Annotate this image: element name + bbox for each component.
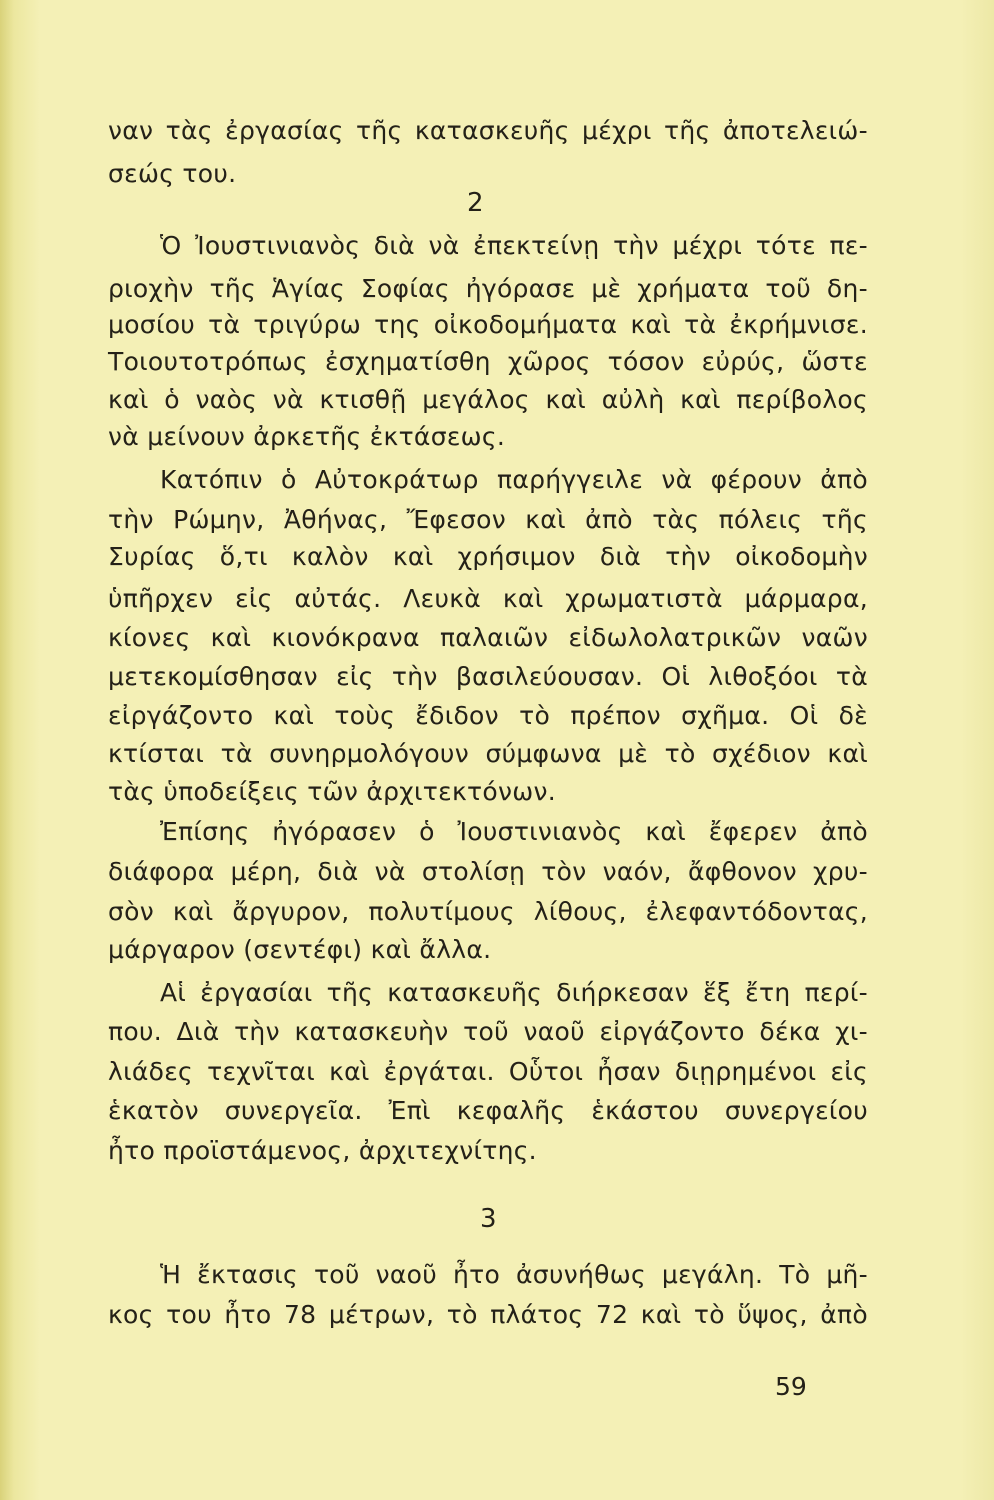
text-line-13: κίονες καὶ κιονόκρανα παλαιῶν εἰδωλολατρικῶν ναῶν [108, 623, 868, 652]
text-line-7: καὶ ὁ ναὸς νὰ κτισθῇ μεγάλος καὶ αὐλὴ καὶ περίβολος [108, 385, 868, 414]
text-line-11: Συρίας ὅ,τι καλὸν καὶ χρήσιμον διὰ τὴν οἰκοδομὴν [108, 542, 868, 571]
text-line-17: τὰς ὑποδείξεις τῶν ἀρχιτεκτόνων. [108, 777, 556, 806]
text-line-1: ναν τὰς ἐργασίας τῆς κατασκευῆς μέχρι τῆς ἀποτελειώ- [108, 116, 868, 145]
text-line-25: ἑκατὸν συνεργεῖα. Ἐπὶ κεφαλῆς ἑκάστου συνεργείου [108, 1096, 868, 1125]
text-line-5: μοσίου τὰ τριγύρω της οἰκοδομήματα καὶ τὰ ἐκρήμνισε. [108, 310, 868, 339]
text-line-27: Ἡ ἔκτασις τοῦ ναοῦ ἦτο ἀσυνήθως μεγάλη. Τὸ μῆ- [160, 1260, 868, 1289]
text-line-26: ἦτο προϊστάμενος, ἀρχιτεχνίτης. [108, 1136, 537, 1165]
text-line-21: μάργαρον (σεντέφι) καὶ ἄλλα. [108, 935, 492, 964]
text-line-2: σεώς του. [108, 159, 237, 188]
text-line-24: λιάδες τεχνῖται καὶ ἐργάται. Οὗτοι ἦσαν διῃρημένοι εἰς [108, 1057, 868, 1086]
text-line-10: τὴν Ρώμην, Ἀθήνας, Ἔφεσον καὶ ἀπὸ τὰς πόλεις τῆς [108, 505, 868, 534]
text-line-28: κος του ἦτο 78 μέτρων, τὸ πλάτος 72 καὶ τὸ ὕψος, ἀπὸ [108, 1300, 868, 1329]
text-line-12: ὑπῆρχεν εἰς αὐτάς. Λευκὰ καὶ χρωματιστὰ μάρμαρα, [108, 584, 868, 613]
text-line-3: Ὁ Ἰουστινιανὸς διὰ νὰ ἐπεκτείνῃ τὴν μέχρι τότε πε- [160, 231, 868, 260]
text-line-14: μετεκομίσθησαν εἰς τὴν βασιλεύουσαν. Οἱ λιθοξόοι τὰ [108, 662, 868, 691]
page-number: 59 [775, 1372, 807, 1401]
text-line-9: Κατόπιν ὁ Αὐτοκράτωρ παρήγγειλε νὰ φέρουν ἀπὸ [160, 465, 868, 494]
text-line-19: διάφορα μέρη, διὰ νὰ στολίσῃ τὸν ναόν, ἄφθονον χρυ- [108, 857, 868, 886]
section-number-3: 3 [480, 1204, 497, 1234]
text-line-6: Τοιουτοτρόπως ἐσχηματίσθη χῶρος τόσον εὐρύς, ὥστε [108, 347, 868, 376]
text-line-4: ριοχὴν τῆς Ἁγίας Σοφίας ἠγόρασε μὲ χρήματα τοῦ δη- [108, 274, 868, 303]
text-line-8: νὰ μείνουν ἀρκετῆς ἐκτάσεως. [108, 422, 506, 451]
text-line-15: εἰργάζοντο καὶ τοὺς ἔδιδον τὸ πρέπον σχῆμα. Οἱ δὲ [108, 701, 868, 730]
text-line-18: Ἐπίσης ἠγόρασεν ὁ Ἰουστινιανὸς καὶ ἔφερεν ἀπὸ [160, 817, 868, 846]
text-line-16: κτίσται τὰ συνηρμολόγουν σύμφωνα μὲ τὸ σχέδιον καὶ [108, 739, 868, 768]
section-number-2: 2 [467, 188, 484, 218]
text-line-22: Αἱ ἐργασίαι τῆς κατασκευῆς διήρκεσαν ἕξ ἔτη περί- [160, 978, 868, 1007]
text-line-23: που. Διὰ τὴν κατασκευὴν τοῦ ναοῦ εἰργάζοντο δέκα χι- [108, 1017, 868, 1046]
text-line-20: σὸν καὶ ἄργυρον, πολυτίμους λίθους, ἐλεφαντόδοντας, [108, 897, 868, 926]
